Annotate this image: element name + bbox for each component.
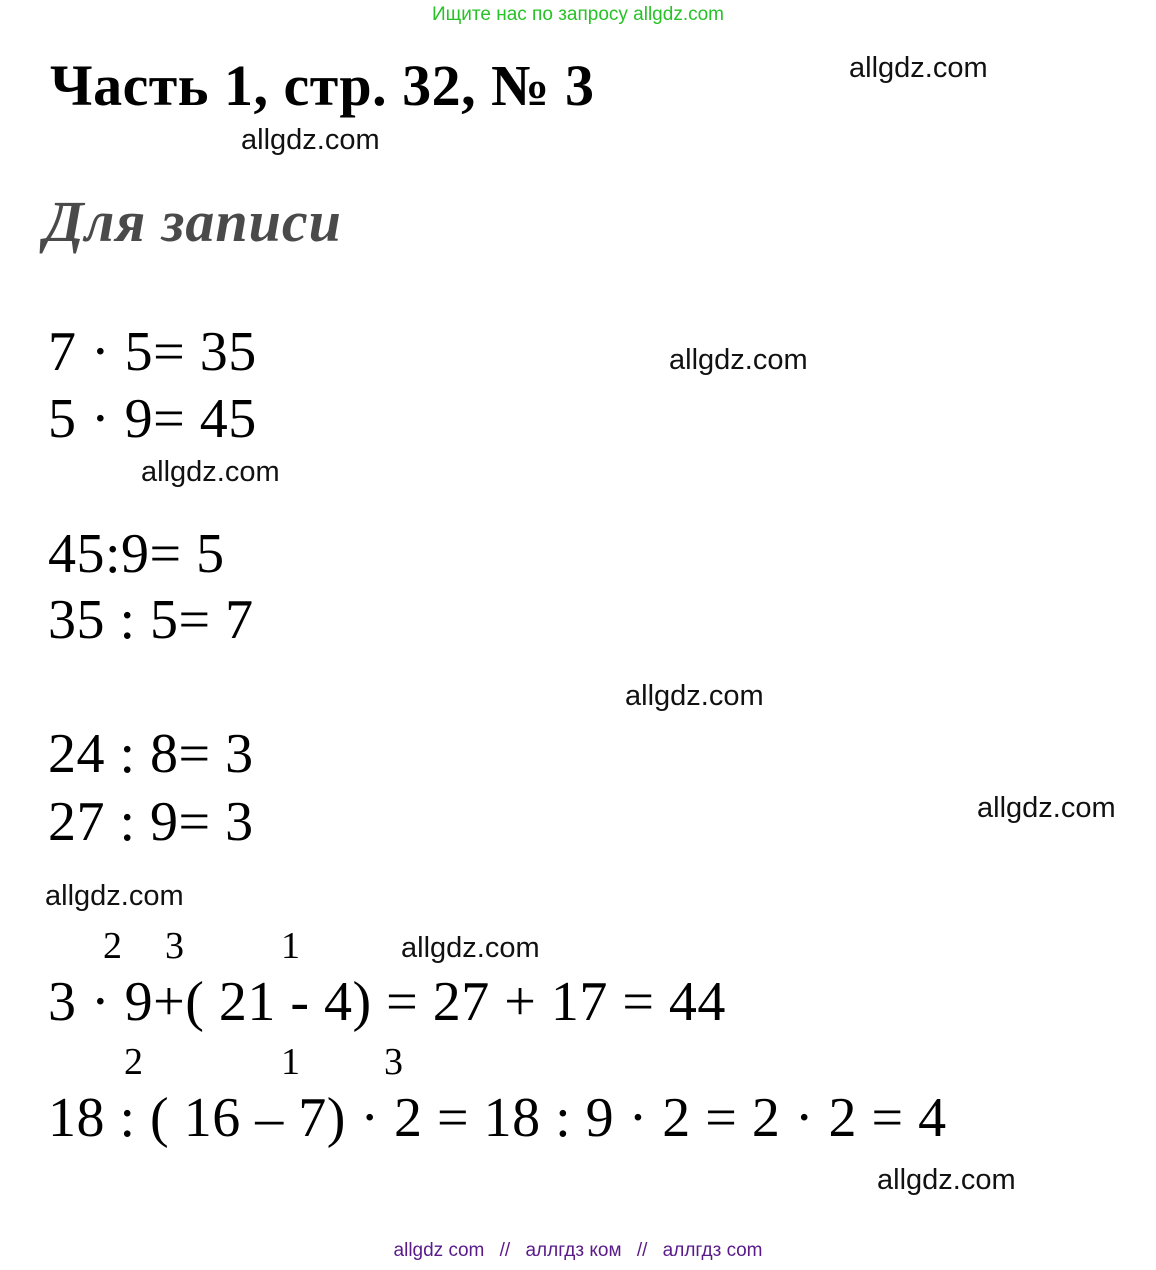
footer-separator: // (636, 1240, 648, 1261)
equation-mult-2: 5 · 9= 45 (48, 388, 257, 450)
footer-separator: // (499, 1240, 511, 1261)
footer-link-allgdz[interactable]: allgdz com (393, 1240, 485, 1261)
watermark: allgdz.com (669, 344, 808, 376)
watermark: allgdz.com (45, 880, 184, 912)
order-mark: 3 (384, 1041, 403, 1083)
order-mark: 3 (165, 925, 184, 967)
footer-link-allgdz-ru[interactable]: аллгдз ком (525, 1240, 622, 1261)
page-title: Часть 1, стр. 32, № 3 (50, 53, 595, 118)
order-mark: 2 (124, 1041, 143, 1083)
footer-links (0, 1240, 1156, 1262)
equation-div-1: 45:9= 5 (48, 523, 225, 585)
equation-expr-1: 3 · 9+( 21 - 4) = 27 + 17 = 44 (48, 971, 726, 1033)
watermark: allgdz.com (141, 456, 280, 488)
watermark: allgdz.com (877, 1164, 1016, 1196)
watermark: allgdz.com (849, 52, 988, 84)
equation-expr-2: 18 : ( 16 – 7) · 2 = 18 : 9 · 2 = 2 · 2 = 4 (48, 1087, 947, 1149)
watermark: allgdz.com (241, 124, 380, 156)
equation-div-4: 27 : 9= 3 (48, 791, 254, 853)
watermark: allgdz.com (625, 680, 764, 712)
order-mark: 1 (281, 925, 300, 967)
footer-link-allgdz-mixed[interactable]: аллгдз com (662, 1240, 763, 1261)
equation-mult-1: 7 · 5= 35 (48, 321, 257, 383)
equation-div-2: 35 : 5= 7 (48, 589, 254, 651)
order-mark: 2 (103, 925, 122, 967)
section-subtitle: Для записи (44, 189, 342, 254)
equation-div-3: 24 : 8= 3 (48, 723, 254, 785)
watermark: allgdz.com (401, 932, 540, 964)
watermark: allgdz.com (977, 792, 1116, 824)
order-mark: 1 (281, 1041, 300, 1083)
top-banner[interactable]: Ищите нас по запросу allgdz.com (431, 4, 724, 25)
